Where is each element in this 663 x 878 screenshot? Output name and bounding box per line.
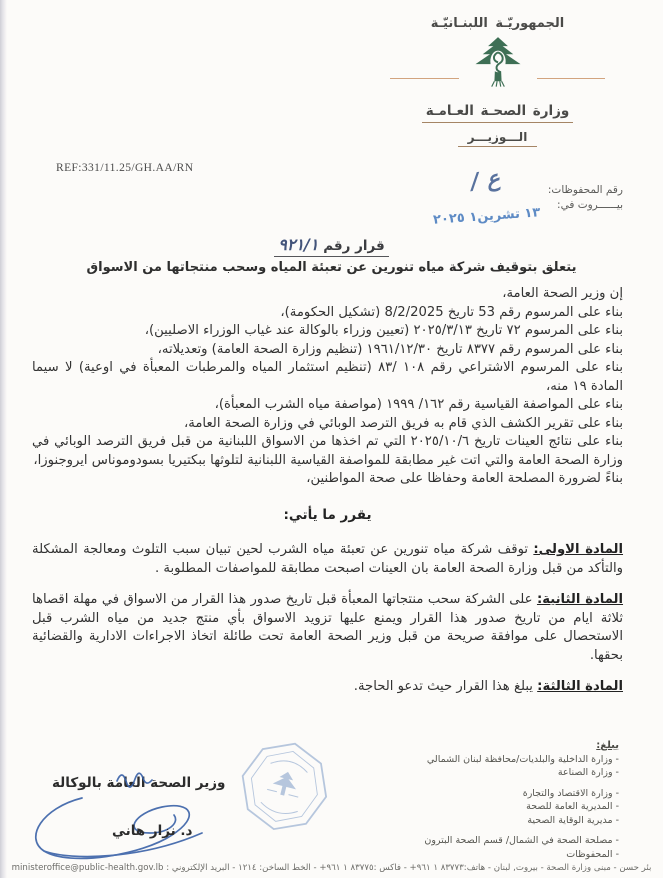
preamble-clause: بناء على تقرير الكشف الذي قام به فريق الترصد الوبائي في وزارة الصحة العامة،: [184, 415, 623, 431]
article-3: [32, 678, 623, 697]
distribution-item: - وزارة الصناعة: [557, 767, 619, 778]
article-3-label: المادة الثالثة:: [537, 679, 623, 694]
preamble-clause: بناء على المواصفة القياسية رقم ١٦٢/ ١٩٩٩ (مواصفة مياه الشرب المعبأة)،: [214, 397, 623, 412]
ministry-title: وزارة الصحـة العـامـة: [422, 103, 574, 123]
meta-block: [393, 166, 623, 228]
distribution-item: - وزارة الداخلية والبلديات/محافظة لبنان الشمالي: [426, 753, 619, 765]
letterhead: [390, 16, 605, 147]
cedar-logo-icon: [459, 34, 537, 100]
distribution-item: - المديرية العامة للصحة: [526, 801, 619, 812]
blue-date-stamp: ١٣ تشرين١ ٢٠٢٥: [432, 205, 541, 228]
article-1-label: المادة الاولى:: [533, 542, 624, 557]
signature-zone: [0, 735, 663, 860]
article-1: [32, 541, 623, 578]
article-1-text: توقف شركة مياه تنورين عن تعبئة مياه الشرب لحين تبيان سبب التلوث ومعالجة المشكلة والتأكد من قبل وزارة الصحة العامة بان العينات اصبحت مطابقة للمواصفات المطلوبة .: [32, 542, 623, 576]
minister-title: الـــوزيـــر: [458, 130, 538, 147]
distribution-list: [394, 739, 619, 861]
article-3-text: يبلغ هذا القرار حيث تدعو الحاجة.: [353, 679, 538, 694]
distribution-item: - مصلحة الصحة في الشمال/ قسم الصحة البترون: [424, 835, 619, 846]
decree-subject: يتعلق بتوقيف شركة مياه تنورين عن تعبئة المياه وسحب منتجاتها من الاسواق: [86, 260, 577, 275]
handwritten-archive-number: ع /: [469, 166, 502, 195]
preamble-clause: بناء على المرسوم رقم 53 تاريخ 8/2/2025 (تشكيل الحكومة)،: [280, 304, 623, 320]
signatory-name: د. نزار هاني: [112, 823, 193, 839]
preamble-clause: بناء على نتائج العينات تاريخ ٢٠٢٥/١٠/٦ التي تم اخذها من الاسواق اللبنانية من قبل فريق الترصد الوبائي في وزارة الصحة العامة والتي اتت غير مطابقة للمواصفة القياسية اللبنانية لتلوثها ببكتيريا بسودوموناس ايروجنوزا،: [32, 434, 623, 468]
archive-number-label: رقم المحفوظات:: [547, 184, 623, 196]
footer-contact-line: بئر حسن - مبنى وزارة الصحة - بيروت, لبنان - هاتف:٨٣٧٧٣ ١ ٩٦١+ - فاكس :٨٣٧٧٥ ١ ٩٦١+ - الخط الساخن: ١٢١٤ - البريد الإلكتروني : ministeroffice@public-health.gov.lb: [11, 863, 652, 873]
republic-title: الجمهوريّـة اللبنـانيّـة: [430, 16, 565, 31]
article-2: [32, 591, 623, 665]
preamble-clause: بناءً لضرورة المصلحة العامة وحفاظا على صحة المواطنين،: [306, 471, 623, 486]
decision-heading: يقرر ما يأتي:: [283, 506, 372, 523]
beirut-date-label: بيــــــروت في:: [557, 199, 623, 211]
article-2-text: على الشركة سحب منتجاتها المعبأة قبل تاريخ صدور هذا القرار من الاسواق في مهلة اقصاها ثلاثة ايام من تاريخ صدور هذا القرار ويمنع عليها تزويد الاسواق بأي منتج جديد من مياه الشرب قبل الاستحصال على موافقة صريحة من قبل وزير الصحة العامة تحت طائلة اتخاذ الاجراءات الادارية والقضائية بحقها.: [32, 592, 623, 663]
signature-icon: [22, 763, 252, 863]
distribution-item: - مديرية الوقاية الصحية: [527, 814, 619, 826]
preamble-clause: بناء على المرسوم رقم ٨٣٧٧ تاريخ ١٩٦١/١٢/٣٠ (تنظيم وزارة الصحة العامة) وتعديلاته،: [157, 341, 623, 357]
distribution-item: - المحفوظات: [566, 848, 619, 860]
preamble-clause: بناء على المرسوم الاشتراعي رقم ١٠٨ /٨٣ (تنظيم استثمار المياه والمرطبات المعبأة في اوعية) لا سيما المادة ١٩ منه،: [32, 360, 623, 394]
decree-title: [274, 235, 388, 257]
distribution-item: - وزارة الاقتصاد والتجارة: [522, 787, 619, 799]
decree-label: قرار رقم: [323, 238, 385, 254]
preamble-opening: إن وزير الصحة العامة،: [502, 286, 623, 301]
handwritten-decree-number: ٩٢١/١: [278, 235, 319, 254]
title-block: [0, 235, 663, 275]
decree-body: [32, 285, 623, 710]
distribution-heading: يبلغ:: [596, 740, 619, 751]
article-2-label: المادة الثانية:: [536, 592, 624, 607]
cedar-logo-area: [390, 34, 605, 100]
reference-number: REF:331/11.25/GH.AA/RN: [56, 162, 194, 174]
signature-title: وزير الصحة العامة بالوكالة: [52, 775, 226, 791]
preamble-clause: بناء على المرسوم ٧٢ تاريخ ٢٠٢٥/٣/١٣ (تعيين وزراء بالوكالة عند غياب الوزراء الاصليين)،: [144, 323, 623, 338]
